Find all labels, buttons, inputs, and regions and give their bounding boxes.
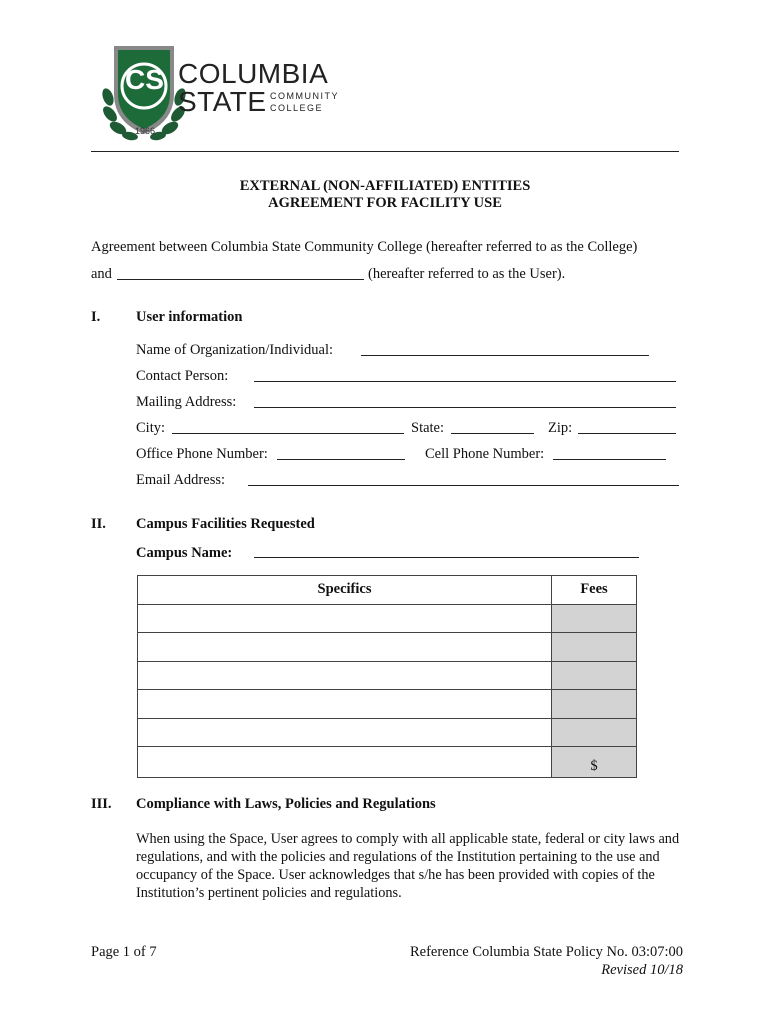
zip-label: Zip:	[548, 420, 573, 436]
user-name-field[interactable]	[117, 279, 364, 280]
table-row	[138, 633, 637, 662]
page-number: Page 1 of 7	[91, 944, 157, 960]
state-label: State:	[411, 420, 445, 436]
table-total-row	[138, 747, 637, 778]
section3-heading: Compliance with Laws, Policies and Regulations	[136, 796, 436, 812]
logo-state: STATE	[178, 86, 267, 117]
intro-and: and	[91, 266, 112, 282]
specifics-header: Specifics	[138, 576, 552, 605]
table-row	[138, 661, 637, 690]
fee-cell[interactable]	[552, 633, 637, 662]
zip-field[interactable]	[578, 433, 676, 434]
college-logo	[100, 42, 340, 142]
fees-header: Fees	[552, 576, 637, 605]
table-row	[138, 604, 637, 633]
title-line2: AGREEMENT FOR FACILITY USE	[268, 195, 502, 211]
specifics-cell[interactable]	[138, 718, 552, 747]
policy-reference: Reference Columbia State Policy No. 03:07:00	[409, 944, 683, 960]
email-label: Email Address:	[136, 472, 226, 488]
mailing-label: Mailing Address:	[136, 394, 237, 410]
section2-heading: Campus Facilities Requested	[136, 516, 315, 532]
section3-number: III.	[91, 796, 112, 812]
title-line1: EXTERNAL (NON-AFFILIATED) ENTITIES	[239, 178, 531, 194]
city-field[interactable]	[172, 433, 404, 434]
campus-field[interactable]	[254, 557, 639, 558]
table-row	[138, 718, 637, 747]
specifics-cell[interactable]	[138, 661, 552, 690]
table-header-row	[138, 576, 637, 605]
logo-columbia: COLUMBIA	[178, 58, 329, 89]
specifics-cell[interactable]	[138, 633, 552, 662]
contact-field[interactable]	[254, 381, 676, 382]
org-field[interactable]	[361, 355, 649, 356]
section1-number: I.	[91, 309, 101, 325]
compliance-paragraph: When using the Space, User agrees to comply with all applicable state, federal or city laws and regulations, and with the policies and regulations of the Institution pertaining to the use and occupancy of the Space. User acknowledges that s/he has been provided with copies of the Institution’s pertinent policies and regulations.	[136, 831, 680, 901]
logo-monogram: CS	[125, 64, 164, 95]
revised-date: Revised 10/18	[601, 962, 683, 978]
org-label: Name of Organization/Individual:	[136, 342, 334, 358]
city-label: City:	[136, 420, 166, 436]
email-field[interactable]	[248, 485, 679, 486]
mailing-field[interactable]	[254, 407, 676, 408]
fee-cell[interactable]	[552, 604, 637, 633]
section1-heading: User information	[136, 309, 243, 325]
fee-cell[interactable]	[552, 661, 637, 690]
cell-phone-label: Cell Phone Number:	[425, 446, 545, 462]
fee-total-cell[interactable]: $	[552, 747, 637, 778]
header-rule	[91, 151, 679, 152]
specifics-cell[interactable]	[138, 604, 552, 633]
fee-cell[interactable]	[552, 718, 637, 747]
cell-phone-field[interactable]	[553, 459, 666, 460]
fee-cell[interactable]	[552, 690, 637, 719]
facilities-table	[137, 575, 637, 778]
specifics-cell[interactable]	[138, 690, 552, 719]
logo-community: COMMUNITY	[270, 91, 339, 101]
logo-year: 1966	[135, 126, 156, 136]
campus-label: Campus Name:	[136, 545, 233, 561]
logo-college: COLLEGE	[270, 103, 324, 113]
contact-label: Contact Person:	[136, 368, 229, 384]
office-phone-field[interactable]	[277, 459, 405, 460]
state-field[interactable]	[451, 433, 534, 434]
intro-after: (hereafter referred to as the User).	[368, 266, 566, 282]
section2-number: II.	[91, 516, 106, 532]
table-row	[138, 690, 637, 719]
intro-line1: Agreement between Columbia State Community College (hereafter referred to as the College)	[91, 239, 638, 255]
office-phone-label: Office Phone Number:	[136, 446, 268, 462]
specifics-cell[interactable]	[138, 747, 552, 778]
